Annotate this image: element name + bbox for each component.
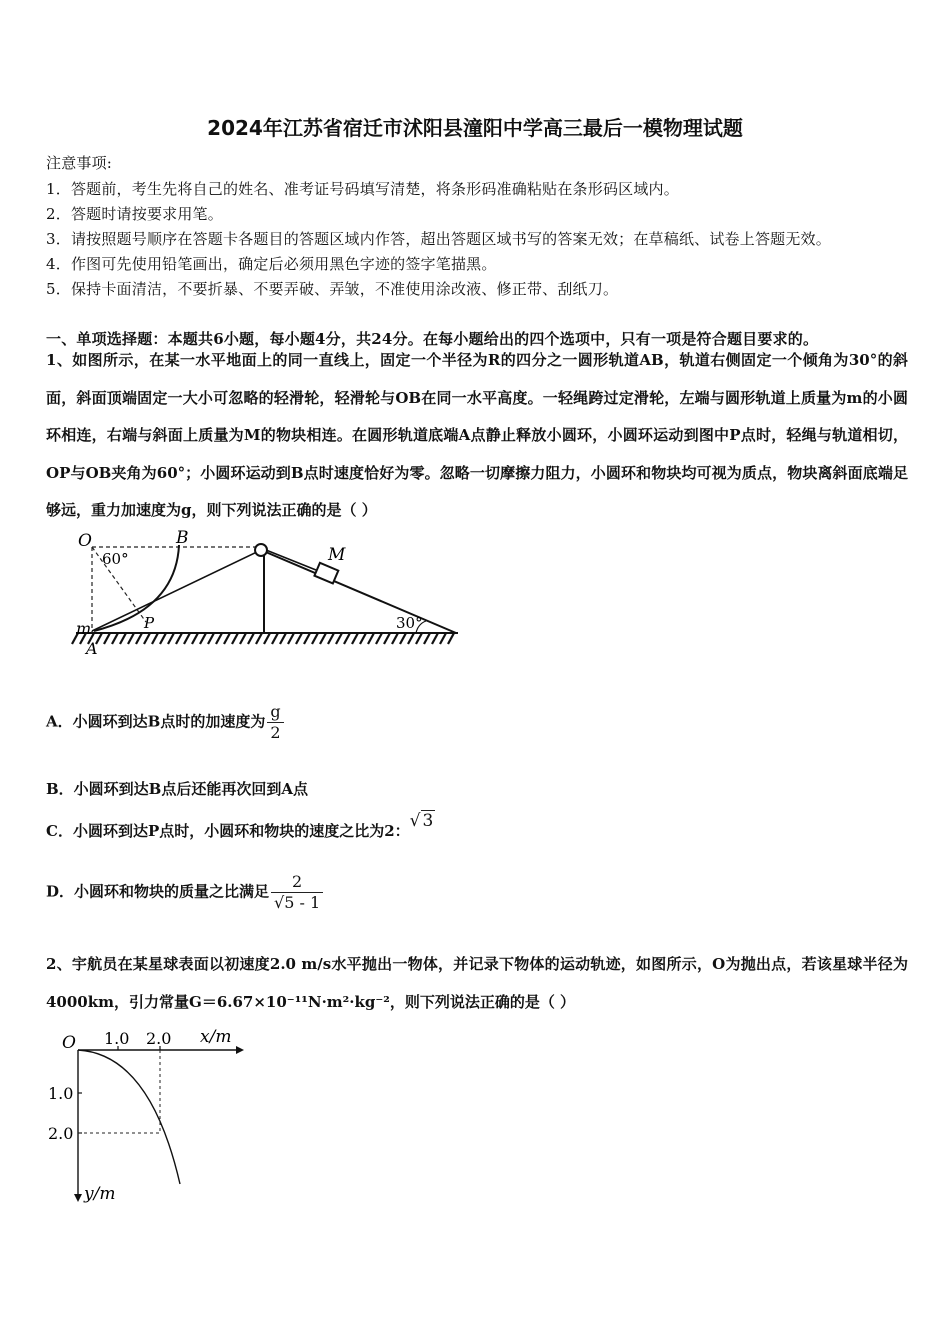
ground-hatch [336,633,342,644]
label-angle-60: 60° [102,550,129,568]
ground-hatch [256,633,262,644]
ground-hatch [424,633,430,644]
ground-hatch [400,633,406,644]
ground-hatch [128,633,134,644]
ground-hatch [432,633,438,644]
x-tick-label: 2.0 [146,1029,172,1048]
option-a: A．小圆环到达B点时的加速度为 $\frac{g}{2}$ [46,702,284,743]
ground-hatch [112,633,118,644]
y-tick-label: 1.0 [48,1084,74,1103]
ground-hatch [280,633,286,644]
ground-hatch [416,633,422,644]
ground-hatch [104,633,110,644]
ground-hatch [376,633,382,644]
ground-hatch [168,633,174,644]
label-angle-30: 30° [396,614,423,632]
ground-hatch [296,633,302,644]
ground-hatch [152,633,158,644]
notice-item: 3．请按照题号顺序在答题卡各题目的答题区域内作答，超出答题区域书写的答案无效；在草稿纸、试卷上答题无效。 [46,230,831,248]
ground-hatch [392,633,398,644]
notice-item: 5．保持卡面清洁，不要折暴、不要弄破、弄皱，不准使用涂改液、修正带、刮纸刀。 [46,280,619,298]
fraction: $\frac{2}{√5 - 1}$ [271,872,323,913]
question-1-figure [46,530,466,660]
notice-heading: 注意事项: [46,154,113,172]
ground-hatch [304,633,310,644]
ground-hatch [320,633,326,644]
label-O: O [78,531,92,551]
ground-hatch [160,633,166,644]
notice-item: 1．答题前，考生先将自己的姓名、准考证号码填写清楚，将条形码准确粘贴在条形码区域内。 [46,180,679,198]
ground-hatch [344,633,350,644]
ground-hatch [232,633,238,644]
ground-hatch [328,633,334,644]
ground-hatch [176,633,182,644]
ground-hatch [408,633,414,644]
ground-hatch [216,633,222,644]
x-axis-label: x/m [200,1027,232,1047]
x-tick-label: 1.0 [104,1029,130,1048]
label-M: M [328,545,346,565]
ground-hatch [312,633,318,644]
label-A: A [86,639,98,658]
notice-item: 2．答题时请按要求用笔。 [46,205,223,223]
ground-hatch [440,633,446,644]
ground-hatch [368,633,374,644]
ground-hatch [360,633,366,644]
ground-hatch [136,633,142,644]
ground-hatch [288,633,294,644]
ground-hatch [208,633,214,644]
ground-hatch [120,633,126,644]
ground-hatch [184,633,190,644]
option-d: D．小圆环和物块的质量之比满足 $\frac{2}{√5 - 1}$ [46,872,323,913]
option-c: C．小圆环到达P点时，小圆环和物块的速度之比为2：√ 3 [46,811,434,840]
question-2-stem: 2、宇航员在某星球表面以初速度2.0 m/s水平抛出一物体，并记录下物体的运动轨迹，如图所示，O为抛出点，若该星球半径为4000km，引力常量G＝6.67×10⁻¹¹N·m²·kg⁻²，则下列说法正确的是（ ） [46,955,908,1011]
question-2-figure [40,1024,260,1214]
fraction: $\frac{g}{2}$ [267,702,283,743]
sqrt-expression: √ 3 [409,811,434,831]
ground-hatch [240,633,246,644]
ground-hatch [384,633,390,644]
y-tick-label: 2.0 [48,1124,74,1143]
option-b: B．小圆环到达B点后还能再次回到A点 [46,780,308,798]
ground-hatch [264,633,270,644]
ground-hatch [448,633,454,644]
label-m: m [76,619,92,638]
ground-hatch [224,633,230,644]
ground-hatch [144,633,150,644]
origin-label: O [62,1033,76,1053]
ground-hatch [248,633,254,644]
ground-hatch [200,633,206,644]
label-B: B [176,530,189,548]
notice-item: 4．作图可先使用铅笔画出，确定后必须用黑色字迹的签字笔描黑。 [46,255,497,273]
label-P: P [144,614,155,632]
y-axis-label: y/m [84,1184,116,1204]
question-1-stem: 1、如图所示，在某一水平地面上的同一直线上，固定一个半径为R的四分之一圆形轨道AB，轨道右侧固定一个倾角为30°的斜面，斜面顶端固定一大小可忽略的轻滑轮，轻滑轮与OB在同一水平高度。一轻绳跨过定滑轮，左端与圆形轨道上质量为m的小圆环相连，右端与斜面上质量为M的物块相连。在圆形轨道底端A点静止释放小圆环，小圆环运动到图中P点时，轻绳与轨道相切，OP与OB夹角为60°；小圆环运动到B点时速度恰好为零。忽略一切摩擦力阻力，小圆环和物块均可视为质点，物块离斜面底端足够远，重力加速度为g，则下列说法正确的是（ ） [46,351,908,519]
ground-hatch [192,633,198,644]
page-title: 2024年江苏省宿迁市沭阳县潼阳中学高三最后一模物理试题 [207,116,743,140]
section-heading: 一、单项选择题：本题共6小题，每小题4分，共24分。在每小题给出的四个选项中，只有一项是符合题目要求的。 [46,330,819,348]
ground-hatch [352,633,358,644]
ground-hatch [272,633,278,644]
